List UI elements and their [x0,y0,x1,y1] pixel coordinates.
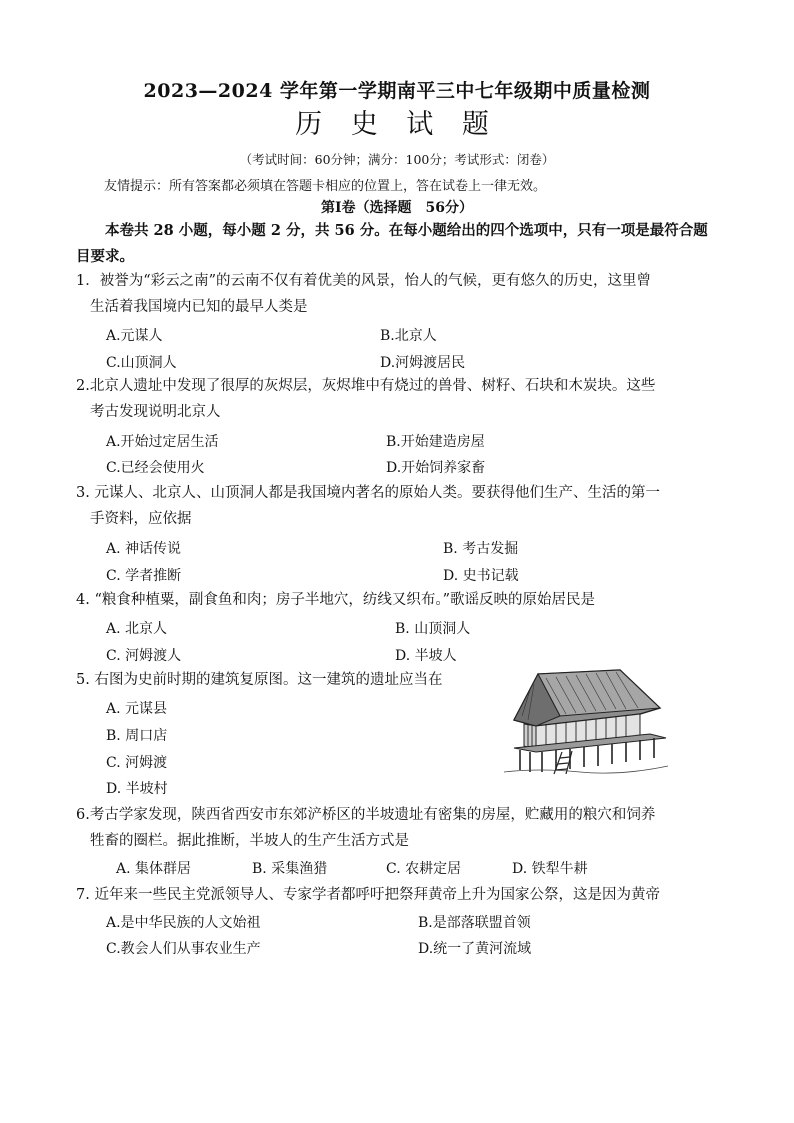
question-stem-continued: 牲畜的圈栏。据此推断，半坡人的生产生活方式是 [90,833,409,849]
option-c[interactable]: C. 农耕定居 [386,861,462,877]
option-d[interactable]: D. 半坡人 [395,648,457,664]
question-stem: 4. “粮食种植粟，副食鱼和肉；房子半地穴，纺线又织布。”歌谣反映的原始居民是 [76,592,596,608]
question-stem: 5. 右图为史前时期的建筑复原图。这一建筑的遗址应当在 [76,672,443,688]
option-a[interactable]: A.元谋人 [106,328,163,344]
option-a[interactable]: A. 集体群居 [116,861,192,877]
option-b[interactable]: B.开始建造房屋 [386,434,485,450]
option-c[interactable]: C. 河姆渡人 [106,648,182,664]
option-d[interactable]: D.河姆渡居民 [380,355,466,371]
question-4 [76,587,726,613]
option-b[interactable]: B.北京人 [380,328,437,344]
question-stem-continued: 生活着我国境内已知的最早人类是 [90,299,308,315]
question-stem: 7. 近年来一些民主党派领导人、专家学者都呼吁把祭拜黄帝上升为国家公祭，这是因为黄帝 [76,887,660,903]
option-b[interactable]: B. 山顶洞人 [395,621,471,637]
option-a[interactable]: A.是中华民族的人文始祖 [106,915,261,931]
option-d[interactable]: D. 史书记载 [443,568,519,584]
section-title: 第Ⅰ卷（选择题 56分） [320,200,474,216]
question-stem-continued: 考古发现说明北京人 [90,404,221,420]
option-c[interactable]: C.教会人们从事农业生产 [106,941,261,957]
option-d[interactable]: D.开始饲养家畜 [386,460,486,476]
section-intro: 本卷共 28 小题，每小题 2 分，共 56 分。在每小题给出的四个选项中，只有一项是最符合题目要求。 [76,222,708,265]
question-stem: 1．被誉为“彩云之南”的云南不仅有着优美的风景，怡人的气候，更有悠久的历史，这里曾 [76,273,652,289]
question-stem-continued: 手资料，应依据 [90,511,192,527]
question-1 [76,268,726,320]
question-7 [76,882,726,908]
option-c[interactable]: C.山顶洞人 [106,355,177,371]
question-3 [76,480,726,532]
option-b[interactable]: B. 采集渔猎 [252,861,328,877]
exam-subject-title: 历 史 试 题 [295,109,499,140]
option-d[interactable]: D. 半坡村 [106,781,168,797]
option-d[interactable]: D.统一了黄河流域 [418,941,532,957]
option-c[interactable]: C. 河姆渡 [106,755,168,771]
option-c[interactable]: C.已经会使用火 [106,460,205,476]
question-stem: 3. 元谋人、北京人、山顶洞人都是我国境内著名的原始人类。要获得他们生产、生活的第一 [76,485,660,501]
exam-info: （考试时间：60分钟；满分：100分；考试形式：闭卷） [239,152,555,167]
option-c[interactable]: C. 学者推断 [106,568,182,584]
friendly-tip: 友情提示：所有答案都必须填在答题卡相应的位置上，答在试卷上一律无效。 [104,179,547,194]
question-stem: 6.考古学家发现，陕西省西安市东郊浐桥区的半坡遗址有密集的房屋，贮藏用的粮穴和饲养 [76,807,656,823]
stilt-house-illustration [500,668,672,776]
option-a[interactable]: A. 元谋县 [106,701,168,717]
option-a[interactable]: A.开始过定居生活 [106,434,219,450]
option-b[interactable]: B. 考古发掘 [443,541,519,557]
exam-title: 2023—2024 学年第一学期南平三中七年级期中质量检测 [143,80,651,102]
option-d[interactable]: D. 铁犁牛耕 [512,861,588,877]
option-a[interactable]: A. 神话传说 [106,541,182,557]
question-stem: 2.北京人遗址中发现了很厚的灰烬层，灰烬堆中有烧过的兽骨、树籽、石块和木炭块。这些 [76,378,656,394]
option-b[interactable]: B.是部落联盟首领 [418,915,531,931]
question-6 [76,802,726,854]
question-2 [76,373,726,425]
question-5 [76,667,496,693]
option-a[interactable]: A. 北京人 [106,621,168,637]
option-b[interactable]: B. 周口店 [106,728,168,744]
